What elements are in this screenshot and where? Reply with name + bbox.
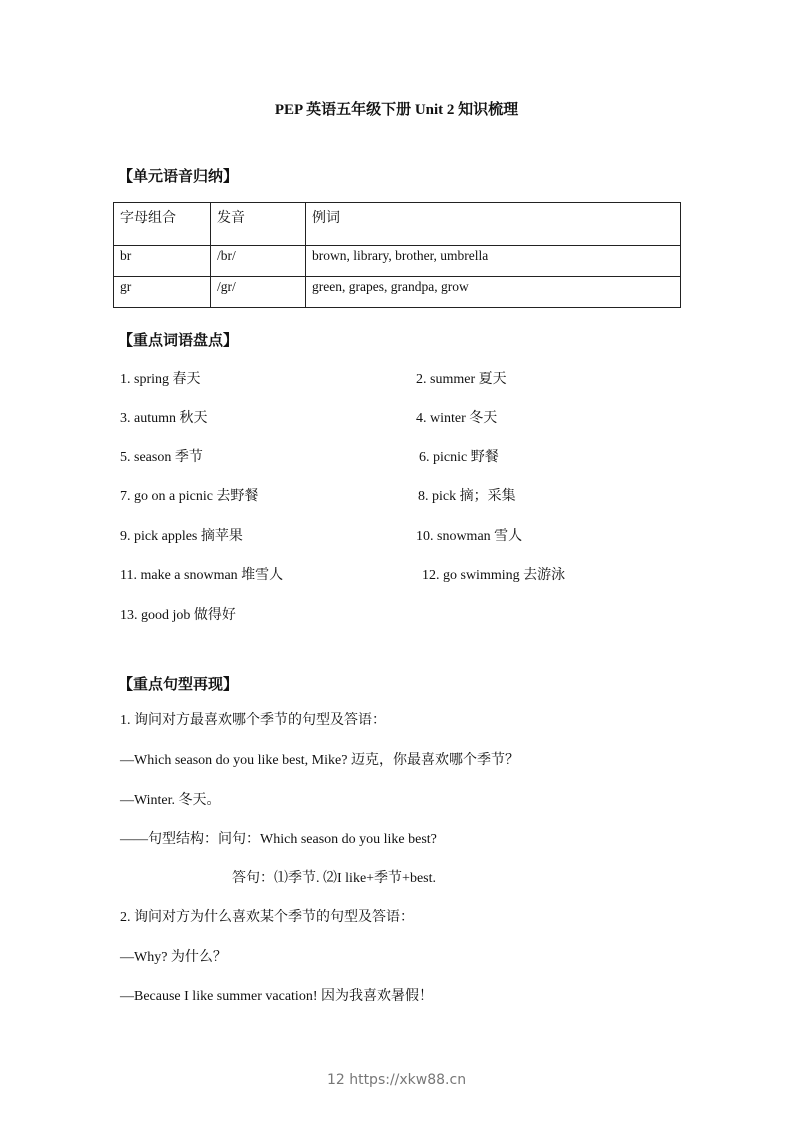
vocab-item: 1. spring 春天	[120, 372, 201, 387]
vocab-item: 2. summer 夏天	[416, 372, 507, 387]
section-heading-phonics: 【单元语音归纳】	[118, 167, 239, 185]
phonics-table	[113, 202, 681, 308]
sentence-line: —Winter. 冬天。	[120, 793, 221, 808]
vocab-item: 7. go on a picnic 去野餐	[120, 489, 259, 504]
vocab-item: 4. winter 冬天	[416, 411, 498, 426]
sentence-line: —Why? 为什么？	[120, 950, 227, 965]
vocab-item: 11. make a snowman 堆雪人	[120, 568, 284, 583]
sentence-line: —Because I like summer vacation! 因为我喜欢暑假！	[120, 989, 433, 1004]
table-row	[114, 246, 681, 277]
table-header: 例词	[306, 203, 681, 246]
table-header-row	[114, 203, 681, 246]
page-title: PEP 英语五年级下册 Unit 2 知识梳理	[274, 102, 519, 118]
table-cell: br	[114, 246, 211, 277]
table-cell: /br/	[211, 246, 306, 277]
sentence-line: 1. 询问对方最喜欢哪个季节的句型及答语：	[120, 713, 386, 728]
sentence-line: 答句：⑴季节. ⑵I like+季节+best.	[232, 871, 436, 886]
table-cell: /gr/	[211, 277, 306, 308]
vocab-item: 9. pick apples 摘苹果	[120, 529, 243, 544]
table-row	[114, 277, 681, 308]
vocab-item: 10. snowman 雪人	[416, 529, 523, 544]
sentence-line: 2. 询问对方为什么喜欢某个季节的句型及答语：	[120, 910, 414, 925]
section-heading-sentences: 【重点句型再现】	[118, 675, 239, 693]
vocab-item: 13. good job 做得好	[120, 608, 236, 623]
table-cell: brown, library, brother, umbrella	[306, 246, 681, 277]
vocab-item: 6. picnic 野餐	[419, 450, 499, 465]
vocab-item: 3. autumn 秋天	[120, 411, 208, 426]
section-heading-vocabulary: 【重点词语盘点】	[118, 331, 239, 349]
vocab-item: 8. pick 摘；采集	[418, 489, 516, 504]
sentence-line: ——句型结构：问句：Which season do you like best?	[120, 832, 437, 847]
table-header: 发音	[211, 203, 306, 246]
sentence-line: —Which season do you like best, Mike? 迈克，你最喜欢哪个季节？	[120, 753, 519, 768]
page-footer: 12 https://xkw88.cn	[326, 1072, 467, 1088]
vocab-item: 12. go swimming 去游泳	[422, 568, 566, 583]
table-cell: green, grapes, grandpa, grow	[306, 277, 681, 308]
table-header: 字母组合	[114, 203, 211, 246]
vocab-item: 5. season 季节	[120, 450, 203, 465]
table-cell: gr	[114, 277, 211, 308]
